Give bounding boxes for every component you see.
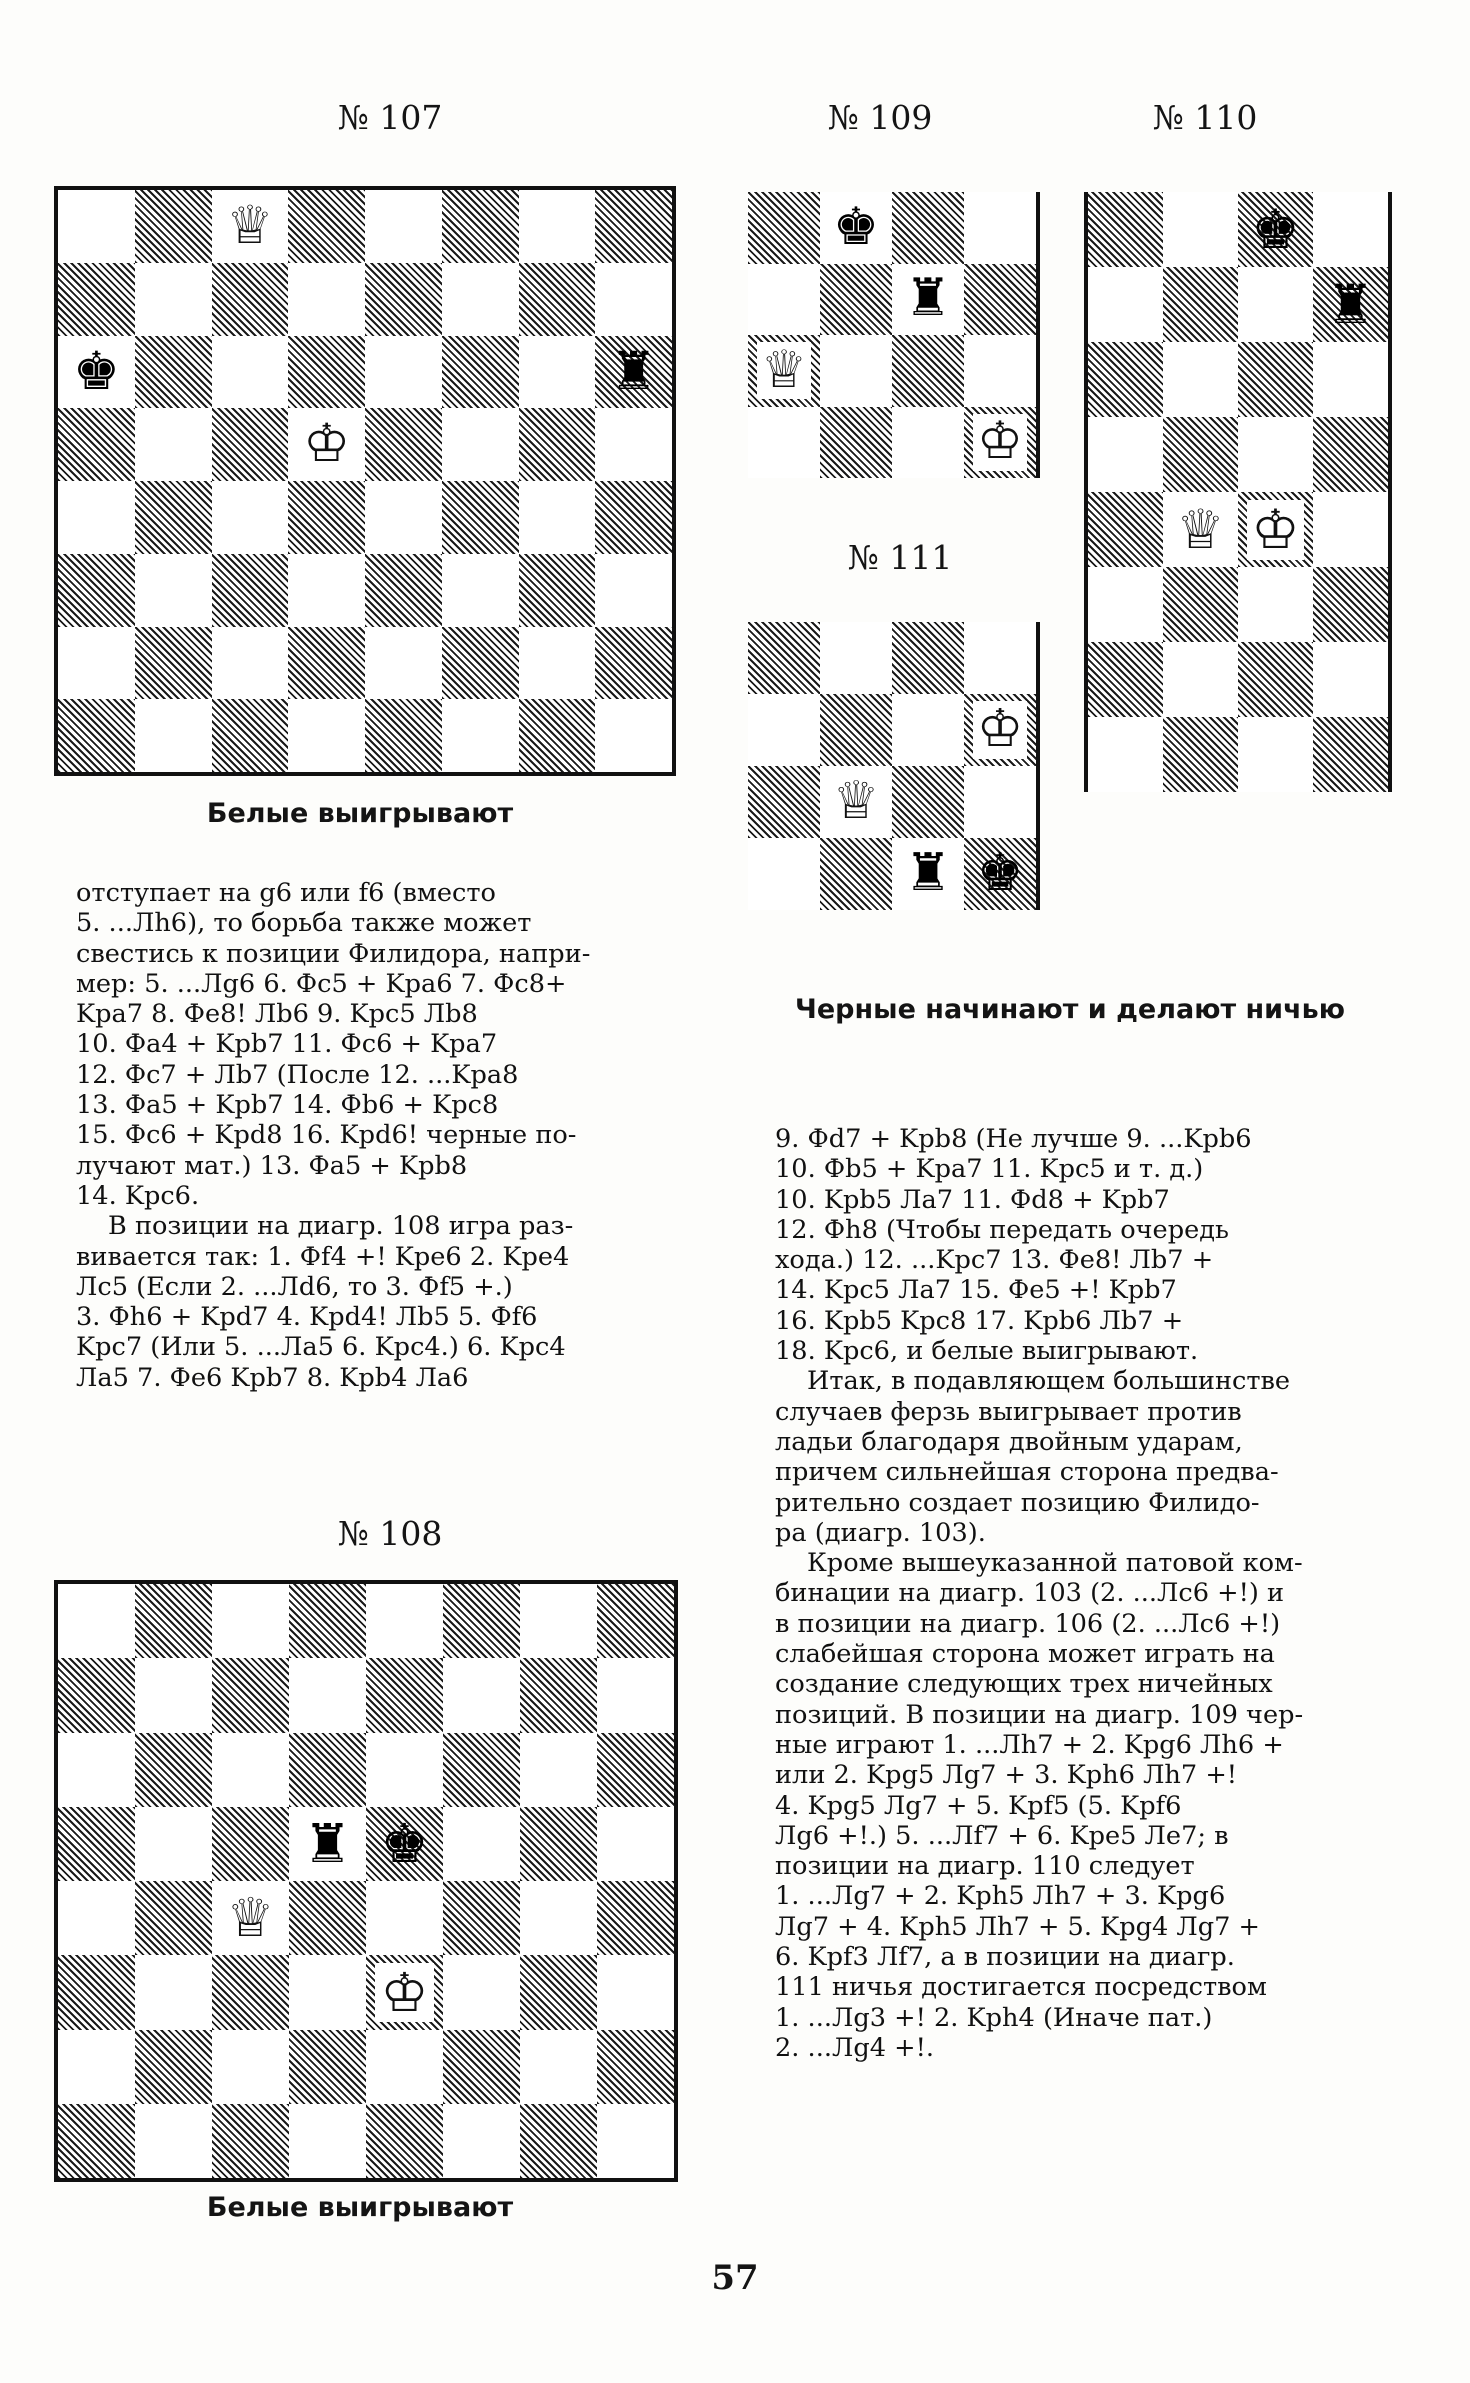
text-line: В позиции на диагр. 108 игра раз- [108, 1211, 574, 1242]
dark-square [135, 1584, 212, 1658]
diagram-108-board [54, 1580, 678, 2182]
dark-square [443, 1733, 520, 1807]
dark-square [892, 192, 964, 264]
dark-square [289, 1881, 366, 1955]
diagram-109-title: № 109 [827, 98, 933, 137]
diagram-109-board [748, 192, 1040, 478]
text-line: причем сильнейшая сторона предва- [775, 1457, 1279, 1488]
white-queen-icon: ♕ [221, 1888, 280, 1947]
dark-square [58, 1658, 135, 1732]
dark-square [366, 2104, 443, 2178]
dark-square [288, 190, 365, 263]
right-column-text [775, 1124, 1403, 2063]
dark-square [212, 2104, 289, 2178]
dark-square [58, 263, 135, 336]
dark-square [1163, 567, 1238, 642]
text-line: 1. ...Лg3 +! 2. Kph4 (Иначе пат.) [775, 2002, 1213, 2033]
text-line: рительно создает позицию Филидо- [775, 1487, 1260, 1518]
white-king-icon: ♔ [973, 701, 1028, 759]
text-line: ладьи благодаря двойным ударам, [775, 1426, 1243, 1457]
dark-square [520, 1807, 597, 1881]
text-line: ра (диагр. 103). [775, 1517, 986, 1548]
text-line: Кроме вышеуказанной патовой ком- [807, 1548, 1303, 1579]
dark-square [820, 407, 892, 479]
dark-square [212, 263, 289, 336]
diagram-111-caption: Черные начинают и делают ничью [795, 994, 1345, 1025]
dark-square [1088, 642, 1163, 717]
diagram-110-title: № 110 [1152, 98, 1258, 137]
black-rook-icon: ♜ [610, 340, 658, 402]
dark-square [365, 554, 442, 627]
dark-square [1163, 717, 1238, 792]
white-king-icon: ♔ [375, 1963, 434, 2022]
left-column-text [76, 878, 716, 1393]
text-line: 6. Kpf3 Лf7, а в позиции на диагр. [775, 1942, 1235, 1973]
dark-square [442, 627, 519, 700]
text-line: свестись к позиции Филидора, напри- [76, 938, 591, 969]
dark-square [58, 699, 135, 772]
text-line: 15. Фc6 + Kpd8 16. Kpd6! черные по- [76, 1120, 577, 1151]
dark-square [1238, 642, 1313, 717]
dark-square [519, 263, 596, 336]
dark-square [365, 699, 442, 772]
dark-square [820, 694, 892, 766]
white-queen-icon: ♕ [221, 197, 279, 255]
black-rook-icon: ♜ [904, 268, 952, 329]
dark-square [520, 1955, 597, 2029]
dark-square [289, 1733, 366, 1807]
dark-square [58, 1807, 135, 1881]
dark-square [1088, 342, 1163, 417]
text-line: Лc5 (Если 2. ...Лd6, то 3. Фf5 +.) [76, 1271, 513, 1302]
dark-square [1238, 342, 1313, 417]
text-line: 4. Kpg5 Лg7 + 5. Kpf5 (5. Kpf6 [775, 1790, 1182, 1821]
text-line: отступает на g6 или f6 (вместо [76, 878, 496, 908]
text-line: бинации на диагр. 103 (2. ...Лc6 +!) и [775, 1578, 1285, 1609]
dark-square [597, 2030, 674, 2104]
dark-square [365, 263, 442, 336]
dark-square [443, 1584, 520, 1658]
text-line: 16. Kpb5 Kpc8 17. Kpb6 Лb7 + [775, 1305, 1184, 1336]
dark-square [595, 627, 672, 700]
white-king-icon: ♔ [297, 416, 355, 474]
black-king-icon: ♚ [380, 1812, 429, 1876]
text-line: вивается так: 1. Фf4 +! Kpe6 2. Kpe4 [76, 1241, 570, 1272]
text-line: 111 ничья достигается посредством [775, 1972, 1267, 2003]
white-queen-icon: ♕ [1172, 500, 1229, 560]
text-line: Лa5 7. Фe6 Kpb7 8. Kpb4 Лa6 [76, 1362, 469, 1393]
dark-square [595, 481, 672, 554]
black-king-icon: ♚ [1251, 197, 1300, 261]
dark-square [443, 2030, 520, 2104]
dark-square [442, 481, 519, 554]
text-line: позиции на диагр. 110 следует [775, 1851, 1195, 1882]
dark-square [212, 408, 289, 481]
dark-square [288, 481, 365, 554]
dark-square [820, 838, 892, 910]
page-number: 57 [711, 2258, 759, 2298]
white-queen-icon: ♕ [757, 342, 812, 399]
dark-square [748, 622, 820, 694]
dark-square [58, 408, 135, 481]
dark-square [597, 1733, 674, 1807]
dark-square [1313, 567, 1388, 642]
text-line: 18. Kpc6, и белые выигрывают. [775, 1336, 1199, 1367]
dark-square [289, 2030, 366, 2104]
dark-square [520, 2104, 597, 2178]
dark-square [595, 190, 672, 263]
white-king-icon: ♔ [973, 414, 1028, 471]
black-king-icon: ♚ [832, 196, 880, 257]
dark-square [366, 1658, 443, 1732]
black-rook-icon: ♜ [1326, 272, 1375, 336]
text-line: Kpc7 (Или 5. ...Лa5 6. Kpc4.) 6. Kpc4 [76, 1332, 566, 1363]
dark-square [212, 1807, 289, 1881]
dark-square [520, 1658, 597, 1732]
dark-square [597, 1881, 674, 1955]
dark-square [135, 481, 212, 554]
text-line: 13. Фa5 + Kpb7 14. Фb6 + Kpc8 [76, 1090, 499, 1121]
diagram-110-board [1084, 192, 1392, 792]
text-line: Kpa7 8. Фe8! Лb6 9. Kpc5 Лb8 [76, 999, 478, 1030]
text-line: Итак, в подавляющем большинстве [807, 1366, 1291, 1397]
dark-square [519, 554, 596, 627]
dark-square [289, 1584, 366, 1658]
dark-square [964, 264, 1036, 336]
dark-square [892, 622, 964, 694]
white-king-icon: ♔ [1247, 500, 1304, 560]
dark-square [443, 1881, 520, 1955]
dark-square [748, 192, 820, 264]
text-line: или 2. Kpg5 Лg7 + 3. Kph6 Лh7 +! [775, 1760, 1238, 1791]
text-line: 10. Фa4 + Kpb7 11. Фc6 + Kpa7 [76, 1029, 498, 1060]
text-line: 12. Фc7 + Лb7 (После 12. ...Kpa8 [76, 1059, 519, 1090]
dark-square [212, 554, 289, 627]
diagram-108-caption: Белые выигрывают [206, 2192, 514, 2223]
dark-square [135, 1733, 212, 1807]
dark-square [58, 2104, 135, 2178]
dark-square [892, 335, 964, 407]
dark-square [212, 1955, 289, 2029]
dark-square [1163, 267, 1238, 342]
dark-square [519, 699, 596, 772]
diagram-107-title: № 107 [337, 98, 443, 137]
text-line: 9. Фd7 + Kpb8 (Не лучше 9. ...Kpb6 [775, 1124, 1252, 1154]
dark-square [1088, 492, 1163, 567]
text-line: Лg6 +!.) 5. ...Лf7 + 6. Kpe5 Лe7; в [775, 1820, 1229, 1851]
dark-square [135, 190, 212, 263]
dark-square [1313, 417, 1388, 492]
text-line: хода.) 12. ...Kpc7 13. Фe8! Лb7 + [775, 1245, 1214, 1276]
dark-square [820, 264, 892, 336]
text-line: 5. ...Лh6), то борьба также может [76, 908, 532, 939]
dark-square [442, 336, 519, 409]
text-line: создание следующих трех ничейных [775, 1669, 1273, 1700]
text-line: 14. Kpc5 Лa7 15. Фe5 +! Kpb7 [775, 1275, 1177, 1306]
text-line: Лg7 + 4. Kph5 Лh7 + 5. Kpg4 Лg7 + [775, 1911, 1261, 1942]
text-line: 2. ...Лg4 +!. [775, 2032, 934, 2063]
black-king-icon: ♚ [976, 843, 1024, 904]
text-line: мер: 5. ...Лg6 6. Фc5 + Kpa6 7. Фc8+ [76, 968, 567, 999]
dark-square [212, 1658, 289, 1732]
text-line: ные играют 1. ...Лh7 + 2. Kpg6 Лh6 + [775, 1729, 1284, 1760]
dark-square [365, 408, 442, 481]
text-line: случаев ферзь выигрывает против [775, 1396, 1242, 1427]
dark-square [288, 627, 365, 700]
diagram-111-board [748, 622, 1040, 910]
diagram-111-title: № 111 [847, 538, 953, 577]
white-queen-icon: ♕ [829, 773, 884, 831]
dark-square [135, 1881, 212, 1955]
text-line: 12. Фh8 (Чтобы передать очередь [775, 1214, 1229, 1245]
dark-square [519, 408, 596, 481]
dark-square [135, 627, 212, 700]
dark-square [288, 336, 365, 409]
text-line: лучают мат.) 13. Фa5 + Kpb8 [76, 1150, 468, 1181]
text-line: слабейшая сторона может играть на [775, 1639, 1275, 1670]
black-king-icon: ♚ [72, 340, 120, 402]
dark-square [442, 190, 519, 263]
dark-square [1088, 192, 1163, 267]
black-rook-icon: ♜ [904, 843, 952, 904]
text-line: 3. Фh6 + Kpd7 4. Kpd4! Лb5 5. Фf6 [76, 1302, 538, 1333]
dark-square [1163, 417, 1238, 492]
dark-square [135, 2030, 212, 2104]
diagram-108-title: № 108 [337, 1514, 443, 1553]
diagram-107-board [54, 186, 676, 776]
text-line: 10. Kpb5 Лa7 11. Фd8 + Kpb7 [775, 1184, 1170, 1215]
text-line: 14. Kpc6. [76, 1180, 200, 1211]
dark-square [1313, 717, 1388, 792]
dark-square [58, 554, 135, 627]
dark-square [58, 1955, 135, 2029]
dark-square [748, 766, 820, 838]
dark-square [135, 336, 212, 409]
dark-square [212, 699, 289, 772]
text-line: в позиции на диагр. 106 (2. ...Лc6 +!) [775, 1608, 1281, 1639]
text-line: 10. Фb5 + Kpa7 11. Kpc5 и т. д.) [775, 1154, 1204, 1185]
black-rook-icon: ♜ [303, 1812, 352, 1876]
dark-square [892, 766, 964, 838]
dark-square [597, 1584, 674, 1658]
text-line: 1. ...Лg7 + 2. Kph5 Лh7 + 3. Kpg6 [775, 1881, 1226, 1912]
text-line: позиций. В позиции на диагр. 109 чер- [775, 1699, 1304, 1730]
diagram-107-caption: Белые выигрывают [206, 798, 514, 829]
